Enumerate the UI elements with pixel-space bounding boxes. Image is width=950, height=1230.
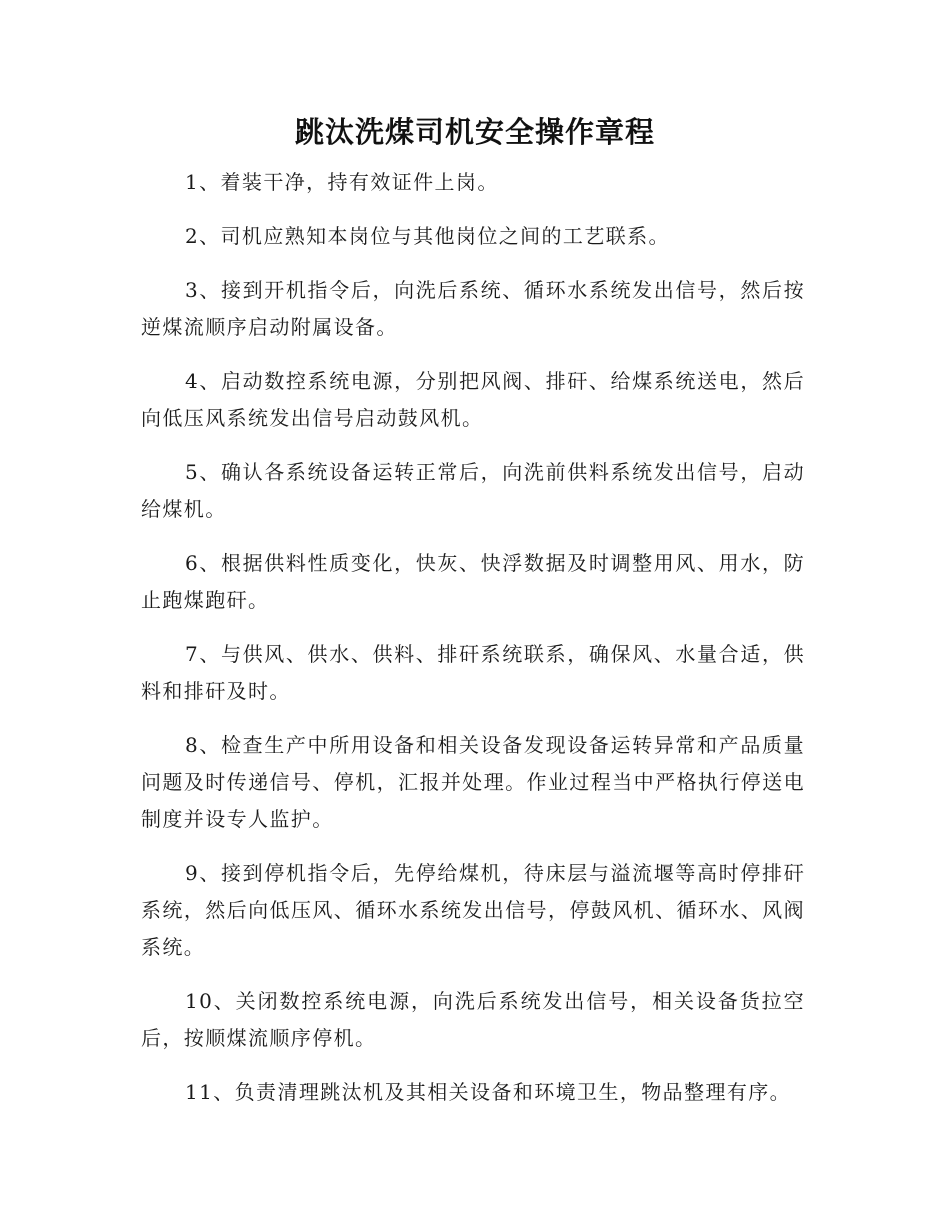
paragraph-9: 9、接到停机指令后，先停给煤机，待床层与溢流堰等高时停排矸系统，然后向低压风、循环水系统发出信号，停鼓风机、循环水、风阀系统。 <box>141 861 805 959</box>
paragraph-4: 4、启动数控系统电源，分别把风阀、排矸、给煤系统送电，然后向低压风系统发出信号启动鼓风机。 <box>141 369 805 430</box>
paragraph-5: 5、确认各系统设备运转正常后，向洗前供料系统发出信号，启动给煤机。 <box>141 460 805 521</box>
paragraph-2: 2、司机应熟知本岗位与其他岗位之间的工艺联系。 <box>185 224 670 248</box>
paragraph-6: 6、根据供料性质变化，快灰、快浮数据及时调整用风、用水，防止跑煤跑矸。 <box>141 551 805 612</box>
document-title: 跳汰洗煤司机安全操作章程 <box>294 115 655 149</box>
paragraph-3: 3、接到开机指令后，向洗后系统、循环水系统发出信号，然后按逆煤流顺序启动附属设备。 <box>141 278 805 339</box>
paragraph-8: 8、检查生产中所用设备和相关设备发现设备运转异常和产品质量问题及时传递信号、停机，汇报并处理。作业过程当中严格执行停送电制度并设专人监护。 <box>141 733 805 831</box>
paragraph-7: 7、与供风、供水、供料、排矸系统联系，确保风、水量合适，供料和排矸及时。 <box>141 642 805 703</box>
paragraph-11: 11、负责清理跳汰机及其相关设备和环境卫生，物品整理有序。 <box>185 1080 792 1104</box>
document-body <box>141 164 805 1128</box>
paragraph-1: 1、着装干净，持有效证件上岗。 <box>185 170 499 194</box>
paragraph-10: 10、关闭数控系统电源，向洗后系统发出信号，相关设备货拉空后，按顺煤流顺序停机。 <box>141 989 805 1050</box>
